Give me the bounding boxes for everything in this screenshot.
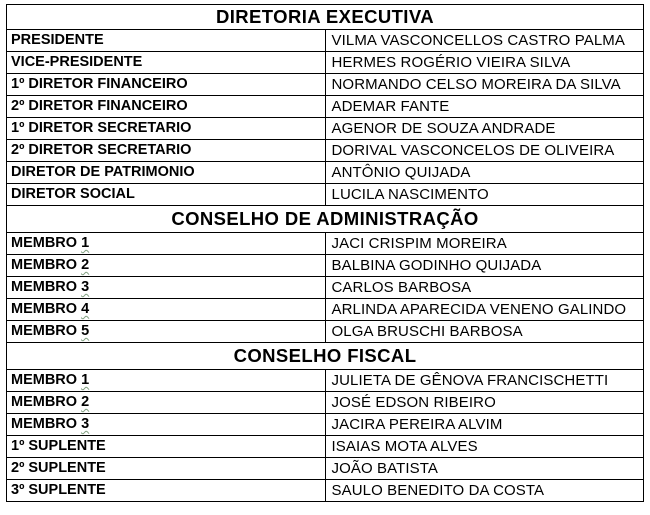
role-word: MEMBRO xyxy=(11,257,78,273)
role-cell: 1º DIRETOR SECRETARIO xyxy=(7,118,326,140)
role-cell: PRESIDENTE xyxy=(7,30,326,52)
role-word: MEMBRO xyxy=(11,394,78,410)
name-cell: DORIVAL VASCONCELOS DE OLIVEIRA xyxy=(325,140,644,162)
section-title-conselho-administracao: CONSELHO DE ADMINISTRAÇÃO xyxy=(7,206,644,233)
name-cell: OLGA BRUSCHI BARBOSA xyxy=(325,321,644,343)
table-row xyxy=(7,436,644,458)
role-word: MEMBRO xyxy=(11,372,78,388)
name-cell: SAULO BENEDITO DA COSTA xyxy=(325,480,644,502)
role-number: 1 xyxy=(81,235,90,251)
role-cell xyxy=(7,414,326,436)
role-cell: 2º SUPLENTE xyxy=(7,458,326,480)
role-number: 3 xyxy=(81,416,90,432)
table-row xyxy=(7,370,644,392)
table-row xyxy=(7,299,644,321)
role-cell xyxy=(7,370,326,392)
name-cell: JOÃO BATISTA xyxy=(325,458,644,480)
table-row xyxy=(7,30,644,52)
role-number: 1 xyxy=(81,372,90,388)
role-cell xyxy=(7,299,326,321)
board-members-table xyxy=(6,4,644,502)
section-header-row xyxy=(7,206,644,233)
name-cell: ANTÔNIO QUIJADA xyxy=(325,162,644,184)
name-cell: NORMANDO CELSO MOREIRA DA SILVA xyxy=(325,74,644,96)
table-row xyxy=(7,255,644,277)
table-row xyxy=(7,480,644,502)
role-cell xyxy=(7,255,326,277)
role-word: MEMBRO xyxy=(11,279,78,295)
role-word: MEMBRO xyxy=(11,416,78,432)
role-cell xyxy=(7,233,326,255)
name-cell: HERMES ROGÉRIO VIEIRA SILVA xyxy=(325,52,644,74)
role-cell xyxy=(7,392,326,414)
name-cell: VILMA VASCONCELLOS CASTRO PALMA xyxy=(325,30,644,52)
role-cell xyxy=(7,321,326,343)
role-cell xyxy=(7,277,326,299)
role-number: 4 xyxy=(81,301,90,317)
name-cell: AGENOR DE SOUZA ANDRADE xyxy=(325,118,644,140)
role-cell: 2º DIRETOR FINANCEIRO xyxy=(7,96,326,118)
role-cell: DIRETOR DE PATRIMONIO xyxy=(7,162,326,184)
table-row xyxy=(7,118,644,140)
section-title-conselho-fiscal: CONSELHO FISCAL xyxy=(7,343,644,370)
table-row xyxy=(7,96,644,118)
table-row xyxy=(7,414,644,436)
role-word: MEMBRO xyxy=(11,323,78,339)
name-cell: JACIRA PEREIRA ALVIM xyxy=(325,414,644,436)
role-word: MEMBRO xyxy=(11,301,78,317)
table-row xyxy=(7,458,644,480)
name-cell: JOSÉ EDSON RIBEIRO xyxy=(325,392,644,414)
role-number: 3 xyxy=(81,279,90,295)
table-row xyxy=(7,162,644,184)
role-cell: DIRETOR SOCIAL xyxy=(7,184,326,206)
role-cell: VICE-PRESIDENTE xyxy=(7,52,326,74)
section-title-diretoria-executiva: DIRETORIA EXECUTIVA xyxy=(7,5,644,30)
name-cell: LUCILA NASCIMENTO xyxy=(325,184,644,206)
section-header-row xyxy=(7,5,644,30)
role-number: 2 xyxy=(81,257,90,273)
role-cell: 1º SUPLENTE xyxy=(7,436,326,458)
name-cell: ISAIAS MOTA ALVES xyxy=(325,436,644,458)
name-cell: JULIETA DE GÊNOVA FRANCISCHETTI xyxy=(325,370,644,392)
role-cell: 3º SUPLENTE xyxy=(7,480,326,502)
section-header-row xyxy=(7,343,644,370)
table-row xyxy=(7,233,644,255)
role-word: MEMBRO xyxy=(11,235,78,251)
table-row xyxy=(7,74,644,96)
name-cell: JACI CRISPIM MOREIRA xyxy=(325,233,644,255)
role-cell: 1º DIRETOR FINANCEIRO xyxy=(7,74,326,96)
role-cell: 2º DIRETOR SECRETARIO xyxy=(7,140,326,162)
name-cell: BALBINA GODINHO QUIJADA xyxy=(325,255,644,277)
role-number: 2 xyxy=(81,394,90,410)
table-row xyxy=(7,392,644,414)
name-cell: ARLINDA APARECIDA VENENO GALINDO xyxy=(325,299,644,321)
table-row xyxy=(7,321,644,343)
table-row xyxy=(7,140,644,162)
name-cell: CARLOS BARBOSA xyxy=(325,277,644,299)
table-row xyxy=(7,52,644,74)
role-number: 5 xyxy=(81,323,90,339)
name-cell: ADEMAR FANTE xyxy=(325,96,644,118)
table-row xyxy=(7,184,644,206)
table-row xyxy=(7,277,644,299)
